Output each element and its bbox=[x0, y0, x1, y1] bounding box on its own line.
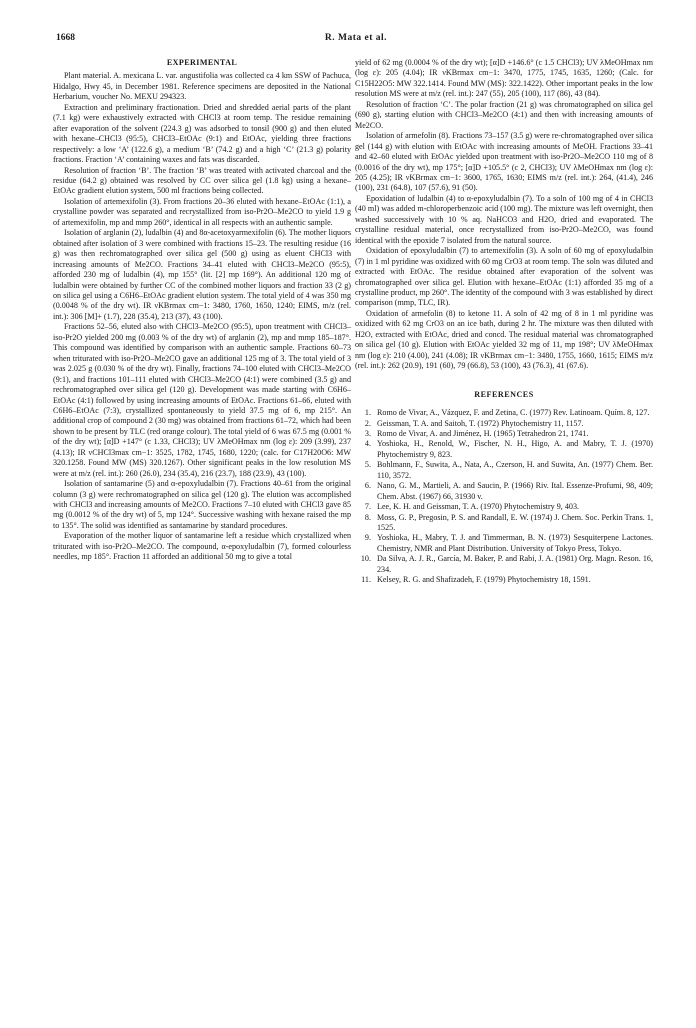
left-column bbox=[53, 58, 351, 563]
paragraph-plant-material: Plant material. A. mexicana L. var. angustifolia was collected ca 4 km SSW of Pachuca, Hidalgo, Hwy 45, in December 1981. Reference specimens are deposited in the National Herbarium, voucher No. MEXU 294323. bbox=[53, 71, 351, 102]
reference-number: 10. bbox=[360, 554, 371, 564]
page-number: 1668 bbox=[56, 33, 75, 43]
reference-item bbox=[355, 533, 653, 554]
running-head bbox=[56, 33, 656, 47]
reference-text: Romo de Vivar, A. and Jiménez, H. (1965) Tetrahedron 21, 1741. bbox=[377, 428, 589, 438]
reference-item bbox=[355, 439, 653, 460]
reference-item bbox=[355, 575, 653, 585]
reference-number: 8. bbox=[364, 512, 371, 522]
reference-text: Bohlmann, F., Suwita, A., Nata, A., Czerson, H. and Suwita, An. (1977) Chem. Ber. 110, 3572. bbox=[377, 460, 653, 480]
reference-item bbox=[355, 513, 653, 534]
references-list bbox=[355, 408, 653, 586]
reference-text: Geissman, T. A. and Saitoh, T. (1972) Phytochemistry 11, 1157. bbox=[377, 418, 584, 428]
reference-number: 6. bbox=[364, 481, 371, 491]
reference-text: Da Silva, A. J. R., García, M. Baker, P. and Rabi, J. A. (1981) Org. Magn. Reson. 16, 234. bbox=[377, 554, 653, 574]
reference-number: 7. bbox=[364, 502, 371, 512]
paragraph-artemexifolin: Isolation of artemexifolin (3). From fractions 20–36 eluted with hexane–EtOAc (1:1), a crystalline powder was separated and recrystallized from iso-Pr2O–Me2CO to yield 1.9 g of artemexifolin, mp and mmp 260°, identical in all respects with an authentic sample. bbox=[53, 196, 351, 227]
paragraph-epoxidation: Epoxidation of ludalbin (4) to α-epoxyludalbin (7). To a soln of 100 mg of 4 in CHCl3 (40 ml) was added m-chloroperbenzoic acid (100 mg). The mixture was left overnight, then washed successively with 10 % aq. NaHCO3 and H2O, dried and evaporated. The crystalline residual material, once recrystallized from iso-Pr2O–Me2CO, was found identical with the epoxide 7 isolated from the natural source. bbox=[355, 193, 653, 245]
reference-number: 5. bbox=[364, 460, 371, 470]
right-column bbox=[355, 58, 653, 586]
reference-item bbox=[355, 419, 653, 429]
reference-item bbox=[355, 408, 653, 418]
reference-number: 3. bbox=[364, 428, 371, 438]
paragraph-oxidation-epoxyludalbin: Oxidation of epoxyludalbin (7) to artemexifolin (3). A soln of 60 mg of epoxyludalbin (7) in 1 ml pyridine was oxidized with 60 mg CrO3 at room temp. The soln was diluted and extracted with EtOAc. The residue obtained after evaporation of the solvent was chromatographed over silica gel. Elution with hexane–EtOAc (1:1) afforded 35 mg of a crystalline product, mp 260°. The identity of the compound with 3 was established by direct comparison (mmp, TLC, IR). bbox=[355, 246, 653, 308]
reference-text: Romo de Vivar, A., Vázquez, F. and Zetina, C. (1977) Rev. Latinoam. Quím. 8, 127. bbox=[377, 408, 650, 418]
paragraph-armefolin: Isolation of armefolin (8). Fractions 73–157 (3.5 g) were re-chromatographed over silica gel (144 g) with elution with EtOAc with increasing amounts of MeOH. Fractions 33–41 and 42–60 eluted with EtOAc yielded upon treatment with iso-Pr2O–Me2CO 110 mg of 8 (0.0016 of the dry wt), mp 175°; [α]D +105.5° (c 2, CHCl3); UV λMeOHmax nm (log ε): 205 (4.25); IR νKBrmax cm−1: 3600, 1765, 1630; EIMS m/z (rel. int.): 264, (41.4), 246 (100), 231 (64.8), 107 (57.6), 91 (50). bbox=[355, 131, 654, 193]
reference-text: Nano, G. M., Martieli, A. and Saucin, P. (1966) Riv. Ital. Essenze-Profumi, 98, 409; Chem. Abst. (1967) 66, 31930 v. bbox=[377, 481, 653, 501]
paragraph-santamarine: Isolation of santamarine (5) and α-epoxyludalbin (7). Fractions 40–61 from the original column (3 g) were rechromatographed on silica gel (120 g). The elution was accomplished with CHCl3 and increasing amounts of Me2CO. Fractions 7–10 eluted with CHCl3 gave 85 mg (0.0012 % of the dry wt) of 5, mp 124°. Successive washing with hexane raised the mp to 135°. The solid was identified as santamarine by standard procedures. bbox=[53, 479, 351, 530]
paragraph-resolution-c: Resolution of fraction ‘C’. The polar fraction (21 g) was chromatographed on silica gel (690 g), starting elution with CHCl3–Me2CO (4:1) and then with increasing amounts of Me2CO. bbox=[355, 99, 653, 130]
paragraph-fractions-52-56: Fractions 52–56, eluted also with CHCl3–Me2CO (95:5), upon treatment with CHCl3–iso-Pr2O yielded 200 mg (0.003 % of the dry wt) of arglanin (2), mp and mmp 185–187°. This compound was identified by comparison with an authentic sample. Fractions 60–73 when triturated with iso-Pr2O–Me2CO gave an additional 125 mg of 3. The total yield of 3 was 2.025 g (0.030 % of the dry wt). Finally, fractions 74–100 eluted with CHCl3–Me2CO (9:1), and fractions 101–111 eluted with CHCl3–Me2CO (4:1) were combined (3.5 g) and rechromatographed over silica gel (120 g). Development was made starting with C6H6–EtOAc (4:1) followed by using increasing amounts of EtOAc. Fractions 61–66, eluted with C6H6–EtOAc (7:3), crystallized spontaneously to yield 37.5 mg of 6, mp 215°. An additional crop of compound 2 (30 mg) was obtained from fractions 61–72, which had been shown to be present by TLC (red orange colour). The total yield of 6 was 67.5 mg (0.001 % of the dry wt); [α]D +147° (c 1.33, CHCl3); UV λMeOHmax nm (log ε): 209 (3.99), 237 (4.13); IR νCHCl3max cm−1: 3525, 1782, 1745, 1680, 1220; (calc. for C17H20O6: MW 320.1258. Found MW (MS) 320.1267). Other significant peaks in the low resolution MS were at m/z (rel. int.): 260 (26.0), 234 (35.4), 216 (23.7), 188 (23.9), 43 (100). bbox=[53, 322, 351, 478]
reference-text: Kelsey, R. G. and Shafizadeh, F. (1979) Phytochemistry 18, 1591. bbox=[377, 575, 591, 585]
reference-item bbox=[355, 429, 653, 439]
reference-item bbox=[355, 554, 653, 575]
paragraph-extraction: Extraction and preliminary fractionation. Dried and shredded aerial parts of the plant (7.1 kg) were exhaustively extracted with CHCl3 at room temp. The residue remaining after evaporation of the solvent (224.3 g) was adsorbed to tonsil (900 g) and then eluted with hexane–CHCl3 (95:5), CHCl3–EtOAc (9:1) and EtOAc, yielding three fractions respectively: a low ‘A’ (122.6 g), a medium ‘B’ (74.2 g) and a high ‘C’ (21.3 g) polarity fractions. Fraction ‘A’ containing waxes and fats was discarded. bbox=[53, 102, 351, 165]
paragraph-resolution-b: Resolution of fraction ‘B’. The fraction ‘B’ was treated with activated charcoal and the residue (64.2 g) obtained was resolved by CC over silica gel (1.8 kg) using a hexane–EtOAc gradient elution system, 500 ml fractions being collected. bbox=[53, 165, 351, 196]
reference-item bbox=[355, 502, 653, 512]
reference-item bbox=[355, 481, 653, 502]
running-head-authors: R. Mata et al. bbox=[324, 33, 388, 43]
references-heading: REFERENCES bbox=[474, 389, 534, 399]
reference-number: 1. bbox=[364, 408, 371, 418]
paragraph-oxidation-armefolin: Oxidation of armefolin (8) to ketone 11. A soln of 42 mg of 8 in 1 ml pyridine was oxidized with 62 mg CrO3 on an ice bath, during 2 hr. The mixture was then diluted with H2O, extracted with EtOAc, dried and concd. The residual material was chromatographed on silica gel (10 g). Elution with EtOAc yielded 32 mg of 11, mp 198°; UV λMeOHmax nm (log ε): 210 (4.00), 241 (4.08); IR νKBrmax cm−1: 3480, 1755, 1660, 1615; EIMS m/z (rel. int.): 262 (20.9), 191 (60), 79 (66.8), 53 (100), 43 (76.3), 41 (67.6). bbox=[355, 308, 653, 371]
reference-number: 4. bbox=[364, 439, 371, 449]
section-heading-experimental: EXPERIMENTAL bbox=[166, 58, 238, 67]
reference-number: 2. bbox=[364, 418, 371, 428]
reference-text: Yoshioka, H., Renold, W., Fischer, N. H., Higo, A. and Mabry, T. J. (1970) Phytochemistry 9, 823. bbox=[377, 439, 653, 459]
reference-number: 11. bbox=[361, 575, 371, 585]
reference-text: Lee, K. H. and Geissman, T. A. (1970) Phytochemistry 9, 403. bbox=[377, 502, 580, 512]
reference-text: Moss, G. P., Pregosin, P. S. and Randall, E. W. (1974) J. Chem. Soc. Perkin Trans. 1, 1525. bbox=[377, 512, 653, 533]
reference-number: 9. bbox=[364, 533, 371, 543]
reference-item bbox=[355, 460, 653, 481]
reference-text: Yoshioka, H., Mabry, T. J. and Timmerman, B. N. (1973) Sesquiterpene Lactones. Chemistry, NMR and Plant Distribution. University of Tokyo Press, Tokyo. bbox=[377, 533, 653, 553]
paragraph-yield-continued: yield of 62 mg (0.0004 % of the dry wt); [α]D +146.6° (c 1.5 CHCl3); UV λMeOHmax nm (log ε): 205 (4.04); IR νKBrmax cm−1: 3470, 1775, 1745, 1635, 1260; (Calc. for C15H22O5: MW 322.1414. Found MW (MS): 322.1422). Other important peaks in the low resolution MS were at m/z (rel. int.): 247 (55), 205 (100), 117 (86), 43 (84). bbox=[355, 58, 653, 99]
paragraph-arglanin-ludalbin: Isolation of arglanin (2), ludalbin (4) and 8α-acetoxyarmexifolin (6). The mother liquors obtained after isolation of 3 were combined with fractions 15–23. The resulting residue (16 g) was then rechromatographed over silica gel (500 g) using as eluent CHCl3 with increasing amounts of Me2CO. Fractions 34–41 eluted with CHCl3–Me2CO (95:5), afforded 230 mg of ludalbin (4), mp 155° (lit. [2] mp 169°). An additional 120 mg of ludalbin were obtained by further CC of the combined mother liquors and fraction 33 (2 g) on silica gel using a C6H6–EtOAc gradient elution system. The total yield of 4 was 350 mg (0.0048 % of the dry wt). IR νKBrmax cm−1: 3480, 1760, 1650, 1240; EIMS, m/z (rel. int.): 306 [M]+ (1.7), 228 (35.4), 213 (37), 43 (100). bbox=[53, 228, 351, 321]
paragraph-evaporation: Evaporation of the mother liquor of santamarine left a residue which crystallized when triturated with iso-Pr2O–Me2CO. The compound, α-epoxyludalbin (7), formed colourless needles, mp 185°. Fraction 11 afforded an additional 50 mg to give a total bbox=[53, 531, 351, 562]
